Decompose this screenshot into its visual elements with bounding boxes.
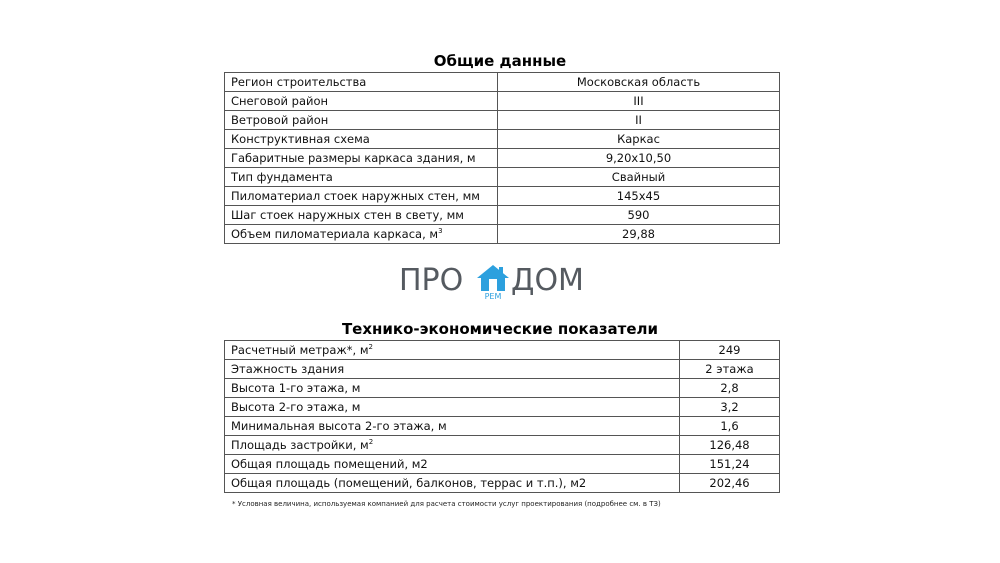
general-data-label: Ветровой район bbox=[231, 113, 329, 127]
tech-econ-label: Расчетный метраж*, м bbox=[231, 343, 369, 357]
tech-econ-label-cell bbox=[225, 341, 680, 360]
tech-econ-row bbox=[225, 379, 780, 398]
tech-econ-row bbox=[225, 474, 780, 493]
general-data-title: Общие данные bbox=[433, 52, 567, 70]
unit-superscript: 3 bbox=[438, 227, 443, 235]
tech-econ-value: 3,2 bbox=[680, 398, 780, 417]
tech-econ-row bbox=[225, 436, 780, 455]
tech-econ-label-cell bbox=[225, 379, 680, 398]
general-data-value: Каркас bbox=[498, 130, 780, 149]
tech-econ-label-cell bbox=[225, 436, 680, 455]
logo-text-left: ПРО bbox=[399, 263, 464, 298]
general-data-value: II bbox=[498, 111, 780, 130]
tech-econ-label: Общая площадь (помещений, балконов, террас и т.п.), м2 bbox=[231, 476, 587, 490]
tech-econ-value: 202,46 bbox=[680, 474, 780, 493]
general-data-label-cell bbox=[225, 149, 498, 168]
general-data-row bbox=[225, 73, 780, 92]
general-data-value: 9,20х10,50 bbox=[498, 149, 780, 168]
general-data-label: Шаг стоек наружных стен в свету, мм bbox=[231, 208, 464, 222]
general-data-row bbox=[225, 206, 780, 225]
general-data-label: Тип фундамента bbox=[231, 170, 333, 184]
general-data-label-cell bbox=[225, 111, 498, 130]
tech-econ-title: Технико-экономические показатели bbox=[341, 320, 659, 338]
general-data-label-cell bbox=[225, 187, 498, 206]
footnote: * Условная величина, используемая компанией для расчета стоимости услуг проектирования (подробнее см. в ТЗ) bbox=[232, 500, 661, 508]
tech-econ-label-cell bbox=[225, 417, 680, 436]
general-data-label-cell bbox=[225, 168, 498, 187]
tech-econ-label: Этажность здания bbox=[231, 362, 345, 376]
tech-econ-row bbox=[225, 360, 780, 379]
general-data-row bbox=[225, 149, 780, 168]
tech-econ-label: Общая площадь помещений, м2 bbox=[231, 457, 428, 471]
tech-econ-label: Высота 1-го этажа, м bbox=[231, 381, 361, 395]
general-data-label: Пиломатериал стоек наружных стен, мм bbox=[231, 189, 480, 203]
tech-econ-label: Высота 2-го этажа, м bbox=[231, 400, 361, 414]
tech-econ-row bbox=[225, 341, 780, 360]
general-data-value: Московская область bbox=[498, 73, 780, 92]
unit-superscript: 2 bbox=[368, 343, 373, 351]
logo-subtext: РЕМ bbox=[484, 292, 502, 301]
general-data-value: Свайный bbox=[498, 168, 780, 187]
tech-econ-value: 249 bbox=[680, 341, 780, 360]
general-data-label-cell bbox=[225, 130, 498, 149]
unit-superscript: 2 bbox=[368, 438, 374, 446]
general-data-value: 145х45 bbox=[498, 187, 780, 206]
general-data-value: 29,88 bbox=[498, 225, 780, 244]
general-data-label-cell bbox=[225, 206, 498, 225]
general-data-label-cell bbox=[225, 92, 498, 111]
general-data-label: Регион строительства bbox=[231, 75, 367, 89]
general-data-label-cell bbox=[225, 225, 498, 244]
general-data-table bbox=[224, 72, 780, 244]
tech-econ-table bbox=[224, 340, 780, 493]
tech-econ-value: 2 этажа bbox=[680, 360, 780, 379]
general-data-row bbox=[225, 111, 780, 130]
tech-econ-value: 1,6 bbox=[680, 417, 780, 436]
tech-econ-row bbox=[225, 417, 780, 436]
general-data-label: Снеговой район bbox=[231, 94, 329, 108]
logo-text-right: ДОМ bbox=[511, 263, 584, 298]
tech-econ-label: Минимальная высота 2-го этажа, м bbox=[231, 419, 447, 433]
tech-econ-value: 126,48 bbox=[680, 436, 780, 455]
tech-econ-value: 2,8 bbox=[680, 379, 780, 398]
tech-econ-label-cell bbox=[225, 360, 680, 379]
general-data-label: Габаритные размеры каркаса здания, м bbox=[231, 151, 476, 165]
general-data-value: III bbox=[498, 92, 780, 111]
general-data-label: Конструктивная схема bbox=[231, 132, 370, 146]
tech-econ-label-cell bbox=[225, 398, 680, 417]
general-data-row bbox=[225, 187, 780, 206]
tech-econ-label: Площадь застройки, м bbox=[231, 438, 369, 452]
general-data-row bbox=[225, 168, 780, 187]
general-data-row bbox=[225, 92, 780, 111]
tech-econ-row bbox=[225, 398, 780, 417]
general-data-value: 590 bbox=[498, 206, 780, 225]
general-data-label-cell bbox=[225, 73, 498, 92]
tech-econ-label-cell bbox=[225, 455, 680, 474]
tech-econ-row bbox=[225, 455, 780, 474]
tech-econ-label-cell bbox=[225, 474, 680, 493]
general-data-row bbox=[225, 225, 780, 244]
general-data-row bbox=[225, 130, 780, 149]
house-icon bbox=[475, 264, 511, 292]
prodom-logo bbox=[399, 262, 609, 302]
tech-econ-value: 151,24 bbox=[680, 455, 780, 474]
general-data-label: Объем пиломатериала каркаса, м bbox=[231, 227, 439, 241]
